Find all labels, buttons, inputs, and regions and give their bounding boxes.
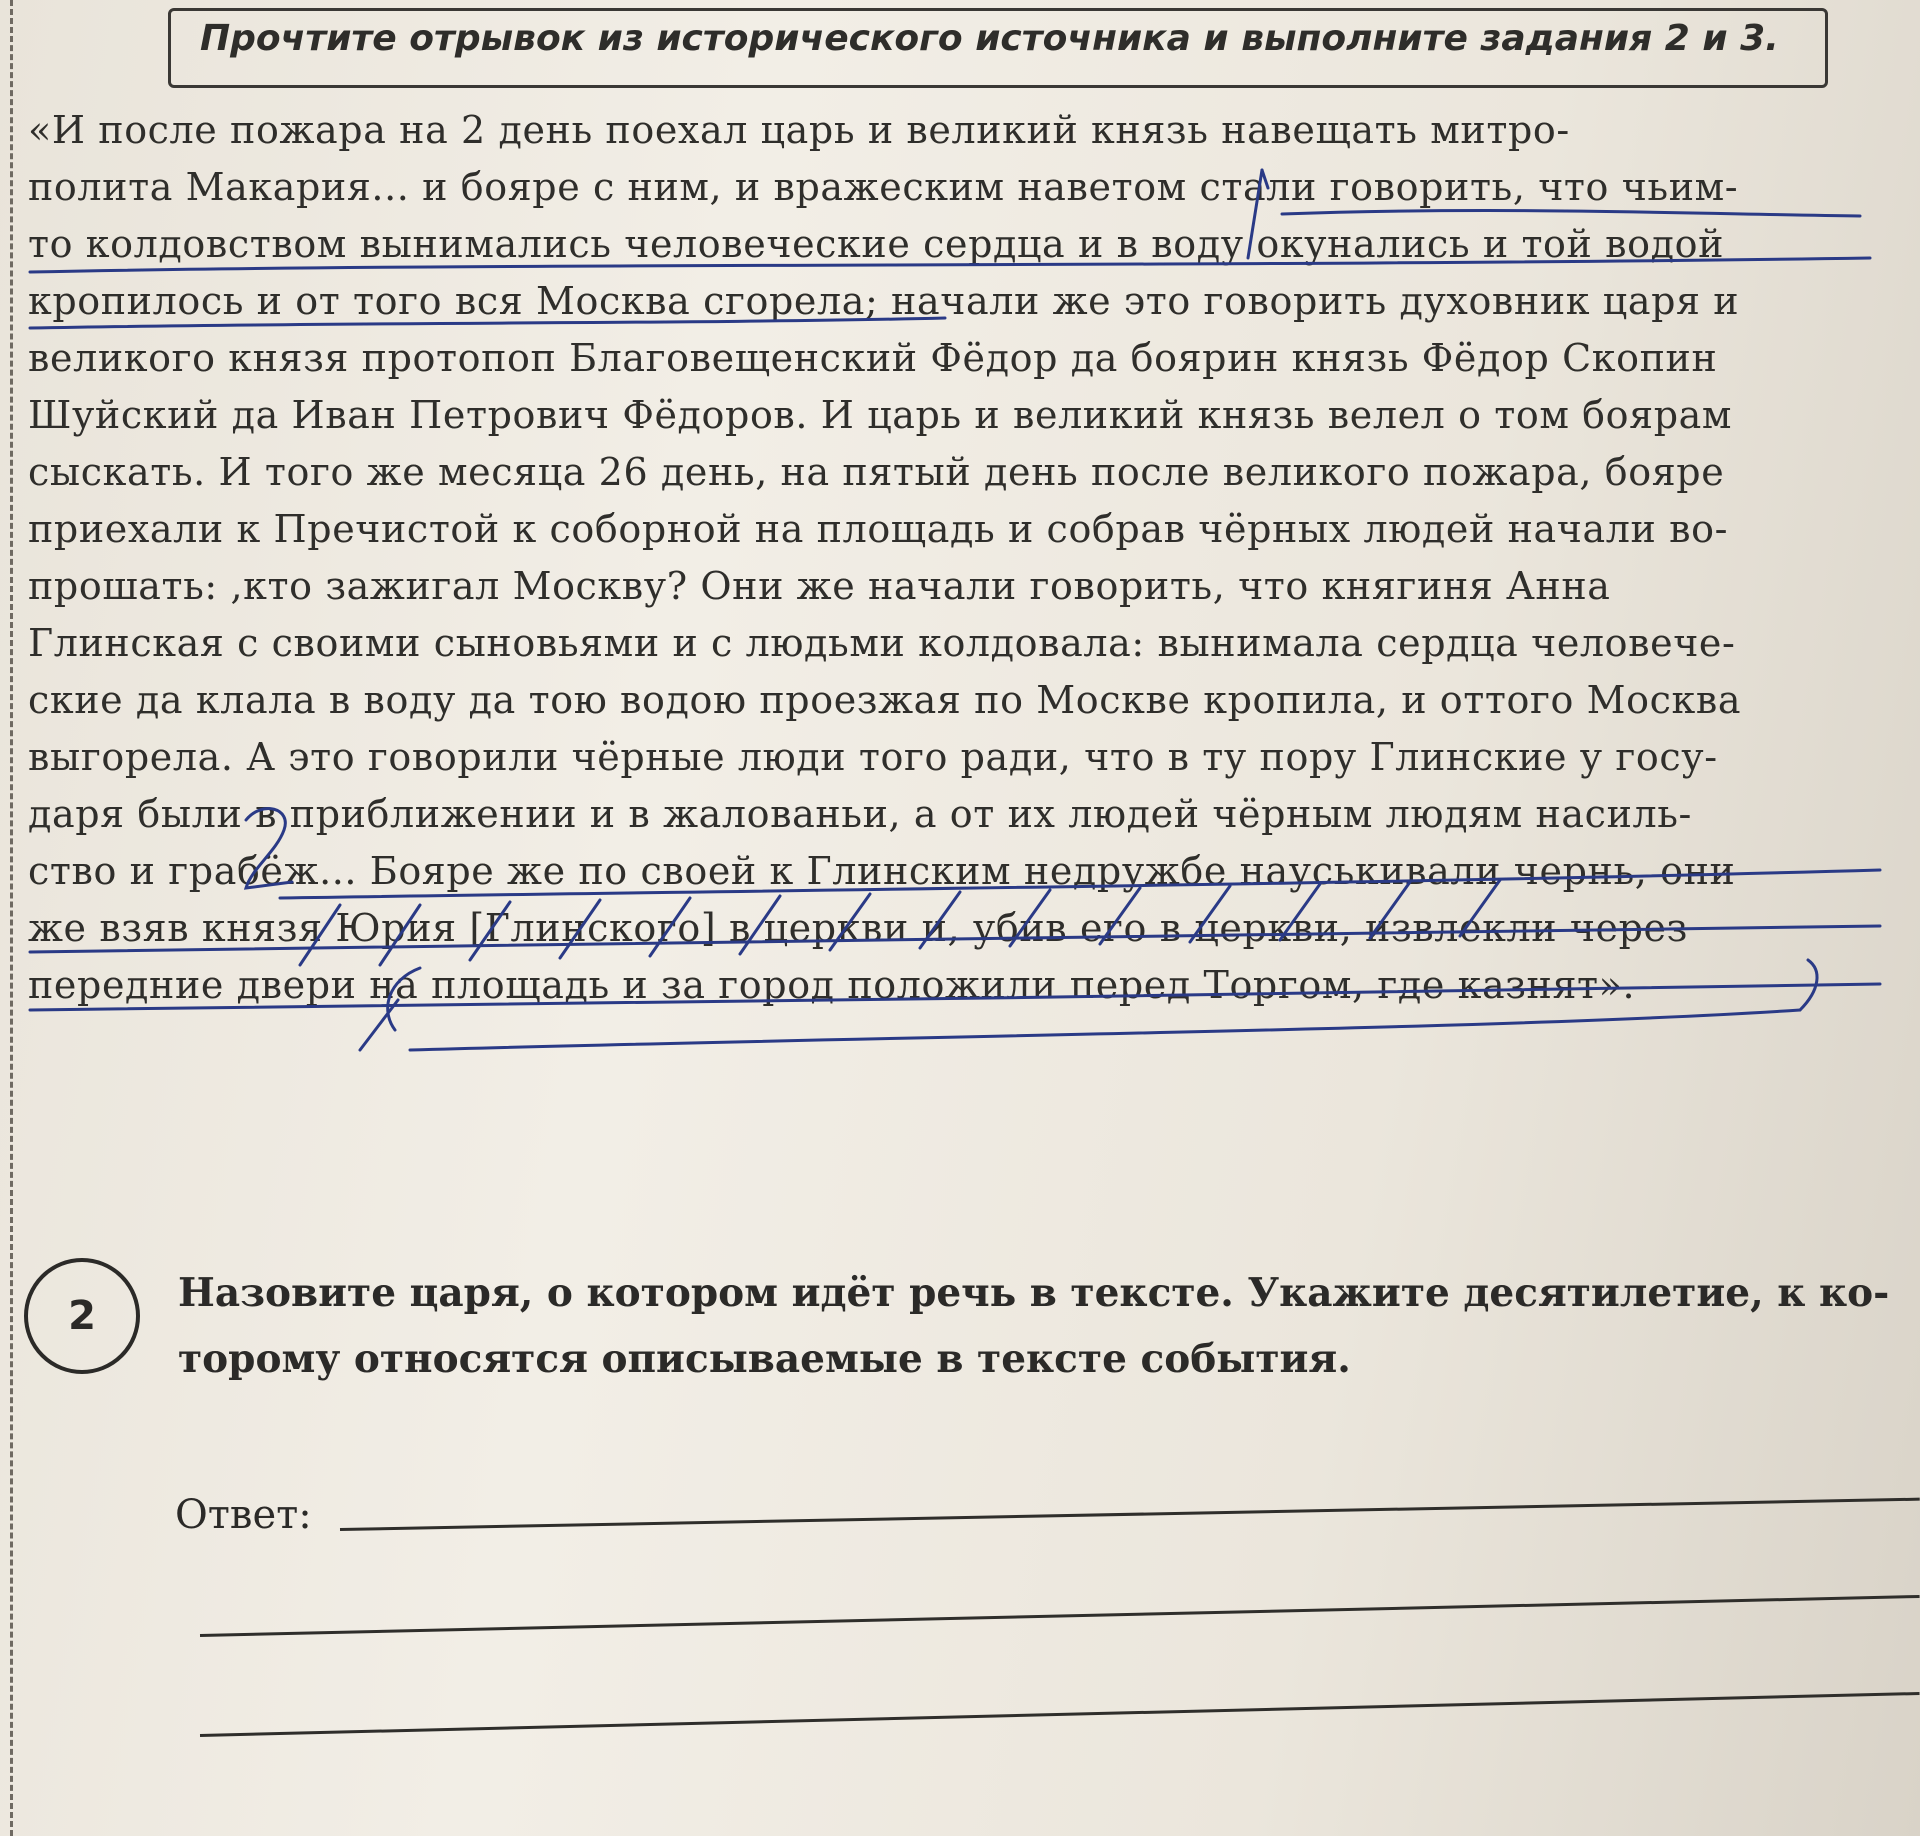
- source-text-line: выгорела. А это говорили чёрные люди того ради, что в ту пору Глинские у госу-: [28, 735, 1718, 779]
- source-text-line: приехали к Пречистой к соборной на площадь и собрав чёрных людей начали во-: [28, 507, 1729, 551]
- answer-line[interactable]: [200, 1692, 1920, 1737]
- task-text-line: Назовите царя, о котором идёт речь в тексте. Укажите десятилетие, к ко-: [178, 1270, 1890, 1316]
- answer-label: Ответ:: [175, 1492, 312, 1538]
- task-text-line: торому относятся описываемые в тексте события.: [178, 1336, 1351, 1382]
- source-text-line: Глинская с своими сыновьями и с людьми колдовала: вынимала сердца человече-: [28, 621, 1736, 665]
- ink-bracket: [360, 1000, 398, 1050]
- source-text-line: даря были в приближении и в жалованьи, а от их людей чёрным людям насиль-: [28, 792, 1692, 836]
- answer-line[interactable]: [340, 1498, 1920, 1531]
- task-number-badge: 2: [24, 1258, 140, 1374]
- source-text-line: кропилось и от того вся Москва сгорела; начали же это говорить духовник царя и: [28, 279, 1740, 323]
- ink-underline: [1282, 211, 1860, 216]
- ink-bracket: [1800, 960, 1817, 1010]
- ink-loop: [410, 1010, 1800, 1050]
- source-text-line: Шуйский да Иван Петрович Фёдоров. И царь и великий князь велел о том боярам: [28, 393, 1733, 437]
- source-text-line: полита Макария... и бояре с ним, и вражеским наветом стали говорить, что чьим-: [28, 165, 1739, 209]
- source-text-line: «И после пожара на 2 день поехал царь и великий князь навещать митро-: [28, 108, 1570, 152]
- answer-line[interactable]: [200, 1595, 1920, 1637]
- source-text-line: прошать: ,кто зажигал Москву? Они же начали говорить, что княгиня Анна: [28, 564, 1611, 608]
- source-text-line: передние двери на площадь и за город положили перед Торгом, где казнят».: [28, 963, 1636, 1007]
- source-text-line: ские да клала в воду да тою водою проезжая по Москве кропила, и оттого Москва: [28, 678, 1742, 722]
- source-text-line: же взяв князя Юрия [Глинского] в церкви и, убив его в церкви, извлекли через: [28, 906, 1688, 950]
- source-text-line: великого князя протопоп Благовещенский Фёдор да боярин князь Фёдор Скопин: [28, 336, 1718, 380]
- source-text-line: ство и грабёж... Бояре же по своей к Глинским недружбе науськивали чернь, они: [28, 849, 1736, 893]
- instruction-text: Прочтите отрывок из исторического источника и выполните задания 2 и 3.: [200, 18, 1779, 59]
- source-text-line: то колдовством вынимались человеческие сердца и в воду окунались и той водой: [28, 222, 1725, 266]
- source-text-line: сыскать. И того же месяца 26 день, на пятый день после великого пожара, бояре: [28, 450, 1725, 494]
- cut-line: [10, 0, 13, 1836]
